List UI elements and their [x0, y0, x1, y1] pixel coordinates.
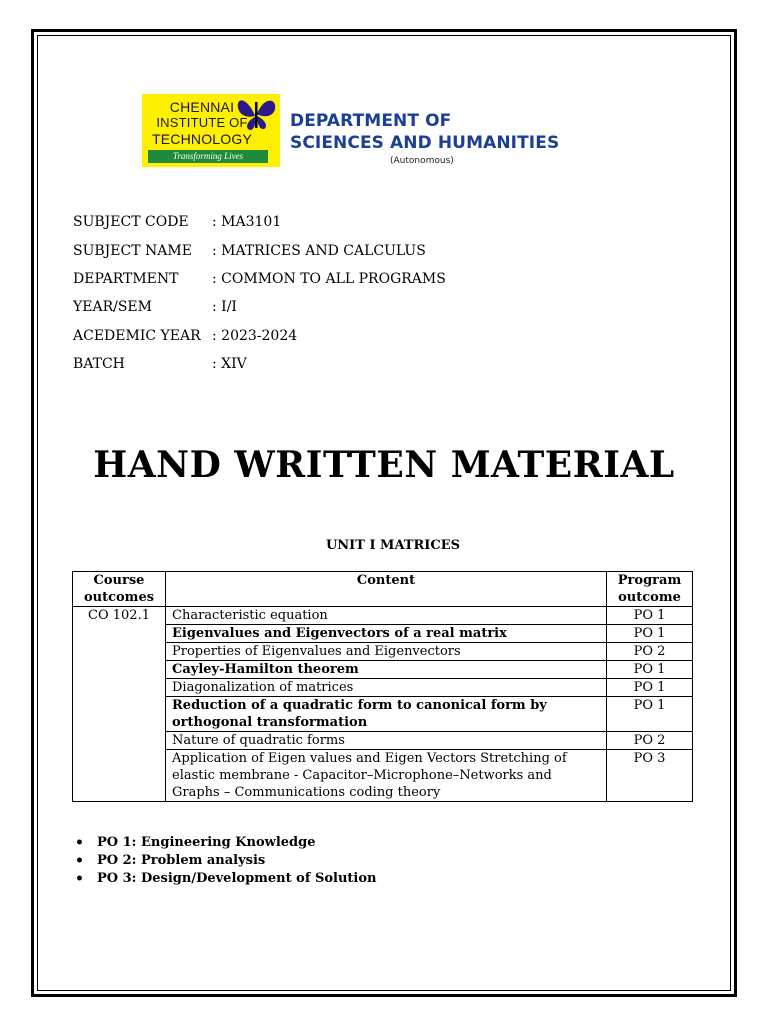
- course-outcomes-table: [72, 571, 693, 802]
- table-row: [73, 607, 693, 625]
- course-outcome-cell: CO 102.1: [73, 607, 166, 802]
- content-cell: Properties of Eigenvalues and Eigenvectors: [166, 643, 607, 661]
- logo-line1: CHENNAI: [169, 99, 235, 115]
- department-title-line1: DEPARTMENT OF: [290, 111, 452, 131]
- butterfly-icon: [234, 94, 278, 136]
- content-cell: Cayley-Hamilton theorem: [166, 661, 607, 679]
- header-content: Content: [166, 572, 607, 607]
- table-header-row: [73, 572, 693, 607]
- po-cell: PO 1: [607, 661, 693, 679]
- table-row: [73, 697, 693, 732]
- info-key: YEAR/SEM: [73, 299, 152, 315]
- info-value: : COMMON TO ALL PROGRAMS: [212, 271, 446, 287]
- po-cell: PO 3: [607, 750, 693, 802]
- content-cell: Eigenvalues and Eigenvectors of a real matrix: [166, 625, 607, 643]
- po-cell: PO 1: [607, 679, 693, 697]
- logo-tagline: Transforming Lives: [148, 150, 268, 163]
- list-item: • PO 3: Design/Development of Solution: [73, 870, 376, 888]
- info-subject-code: [73, 214, 282, 230]
- info-value: : MATRICES AND CALCULUS: [212, 243, 426, 259]
- info-key: BATCH: [73, 356, 125, 372]
- info-year-sem: [73, 299, 237, 315]
- info-key: SUBJECT CODE: [73, 214, 189, 230]
- info-value: : 2023-2024: [212, 328, 298, 344]
- table-row: [73, 643, 693, 661]
- program-outcomes-list: [73, 834, 376, 888]
- po-cell: PO 1: [607, 607, 693, 625]
- logo-line3: TECHNOLOGY: [151, 131, 252, 147]
- info-value: : MA3101: [212, 214, 282, 230]
- table-row: [73, 732, 693, 750]
- po-cell: PO 1: [607, 697, 693, 732]
- table-row: [73, 661, 693, 679]
- institute-logo: [142, 94, 280, 167]
- table-row: [73, 625, 693, 643]
- content-cell: Application of Eigen values and Eigen Vectors Stretching of elastic membrane - Capacitor–Microphone–Networks and Graphs – Communications coding theory: [166, 750, 607, 802]
- page-title: HAND WRITTEN MATERIAL: [93, 444, 675, 486]
- list-item: • PO 1: Engineering Knowledge: [73, 834, 376, 852]
- info-academic-year: [73, 328, 298, 344]
- po-cell: PO 2: [607, 643, 693, 661]
- header-course-outcomes: Course outcomes: [73, 572, 166, 607]
- po-cell: PO 2: [607, 732, 693, 750]
- po-cell: PO 1: [607, 625, 693, 643]
- content-cell: Diagonalization of matrices: [166, 679, 607, 697]
- list-item: • PO 2: Problem analysis: [73, 852, 376, 870]
- info-subject-name: [73, 243, 426, 259]
- info-key: ACEDEMIC YEAR: [73, 328, 201, 344]
- content-cell: Characteristic equation: [166, 607, 607, 625]
- content-cell: Nature of quadratic forms: [166, 732, 607, 750]
- autonomous-label: (Autonomous): [390, 156, 454, 166]
- info-value: : XIV: [212, 356, 247, 372]
- logo-line2: INSTITUTE OF: [156, 115, 248, 130]
- department-title-line2: SCIENCES AND HUMANITIES: [290, 133, 560, 153]
- table-row: [73, 750, 693, 802]
- info-key: DEPARTMENT: [73, 271, 179, 287]
- info-batch: [73, 356, 247, 372]
- info-value: : I/I: [212, 299, 237, 315]
- info-key: SUBJECT NAME: [73, 243, 192, 259]
- content-cell: Reduction of a quadratic form to canonical form by orthogonal transformation: [166, 697, 607, 732]
- header-program-outcome: Program outcome: [607, 572, 693, 607]
- table-row: [73, 679, 693, 697]
- unit-title: UNIT I MATRICES: [325, 538, 461, 553]
- info-department: [73, 271, 446, 287]
